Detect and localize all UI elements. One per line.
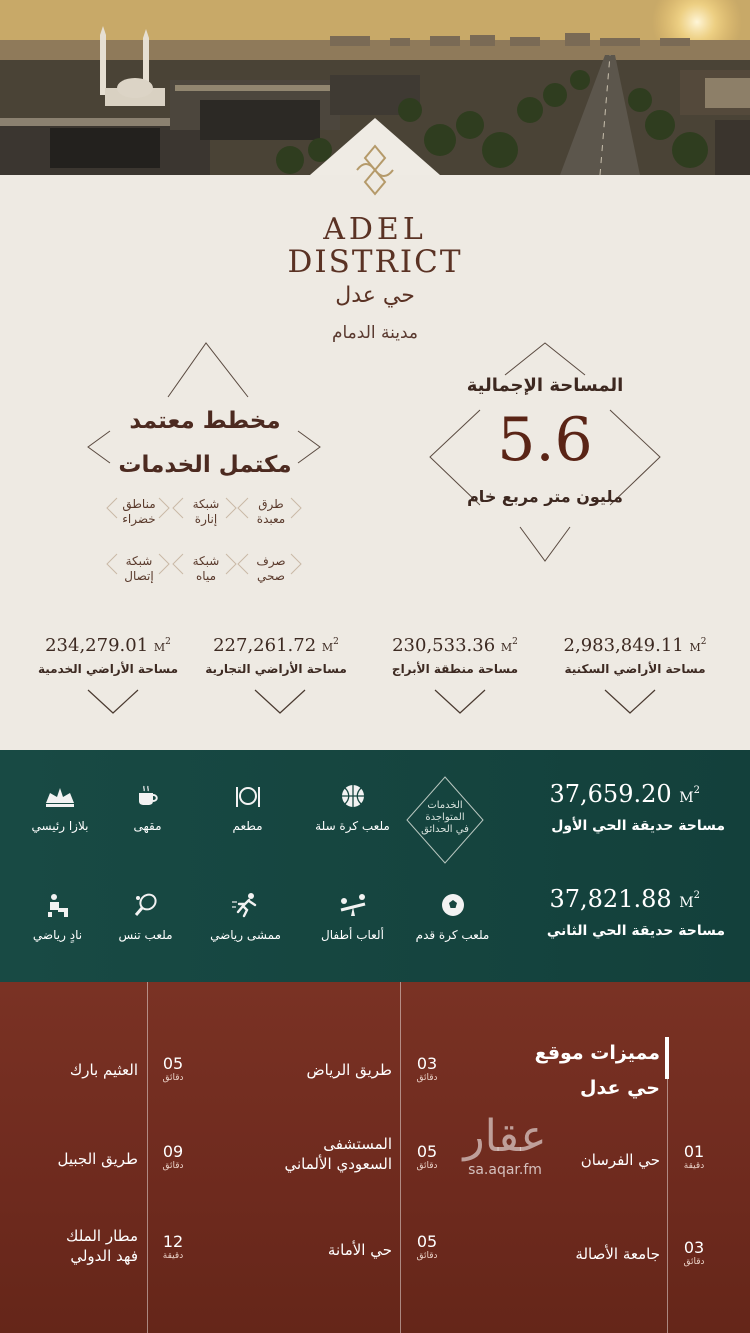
watermark-arabic: عقار xyxy=(463,1111,547,1162)
area-label: مساحة الأراضي السكنية xyxy=(564,662,706,676)
service-restaurant xyxy=(200,783,295,833)
services-label xyxy=(405,800,485,836)
area-value: 227,261.72 xyxy=(213,635,317,656)
park-label: مساحة حديقة الحي الثاني xyxy=(546,923,725,939)
total-area-value: 5.6 xyxy=(497,405,593,475)
label-line2: فهد الدولي xyxy=(70,1247,138,1265)
brand-name-line2: DISTRICT xyxy=(287,244,463,280)
location-item-label xyxy=(20,1226,138,1266)
minutes-number: 09 xyxy=(162,1142,184,1161)
column-divider xyxy=(667,1042,668,1333)
area-label: مساحة الأراضي الخدمية xyxy=(37,662,179,676)
column-divider xyxy=(400,982,401,1333)
park-second: 37,821.88 $M^2$ مساحة حديقة الحي الثاني xyxy=(540,885,740,939)
feature-line1: شبكة xyxy=(192,497,220,511)
area-commercial: 227,261.72 $M^2$ مساحة الأراضي التجارية xyxy=(196,635,356,676)
feature-line2: خضراء xyxy=(122,512,156,526)
minutes-unit: دقائق xyxy=(416,1073,438,1083)
services-label-line1: الخدمات xyxy=(427,800,463,811)
area-chevrons xyxy=(0,685,750,725)
area-unit: M xyxy=(153,641,166,654)
minutes-unit: دقائق xyxy=(162,1161,184,1171)
feature-line1: صرف xyxy=(256,554,286,568)
plaza-icon xyxy=(43,783,77,809)
park-unit: M xyxy=(679,790,694,806)
area-unit: M xyxy=(321,641,334,654)
service-label: نادٍ رياضي xyxy=(32,928,83,942)
label-line1: العثيم بارك xyxy=(69,1061,138,1079)
time-badge xyxy=(151,1142,195,1171)
service-plaza xyxy=(10,783,110,833)
area-services: 234,279.01 $M^2$ مساحة الأراضي الخدمية xyxy=(28,635,188,676)
location-title-line1: مميزات موقع xyxy=(534,1042,660,1064)
feature-line1: طرق xyxy=(258,497,284,511)
location-item-label xyxy=(240,1134,392,1174)
area-towers: 230,533.36 $M^2$ مساحة منطقة الأبراج xyxy=(375,635,535,676)
minutes-unit: دقائق xyxy=(683,1257,705,1267)
service-playground xyxy=(305,892,400,942)
time-badge xyxy=(405,1054,449,1083)
time-badge xyxy=(405,1232,449,1261)
minutes-number: 01 xyxy=(683,1142,705,1161)
park-label: مساحة حديقة الحي الأول xyxy=(551,818,725,834)
area-label: مساحة منطقة الأبراج xyxy=(391,662,519,676)
minutes-number: 05 xyxy=(416,1142,438,1161)
gym-icon xyxy=(45,892,71,918)
time-badge xyxy=(405,1142,449,1171)
service-gym xyxy=(10,892,105,942)
time-badge xyxy=(151,1232,195,1261)
label-line1: حي الفرسان xyxy=(580,1151,660,1169)
title-accent-bar xyxy=(665,1037,669,1079)
label-line1: المستشفى xyxy=(323,1135,392,1153)
project-overview-section xyxy=(0,175,750,750)
label-line1: جامعة الأصالة xyxy=(575,1245,660,1263)
location-item-label xyxy=(250,1240,392,1260)
plan-title-line1: مخطط معتمد xyxy=(129,408,281,434)
label-line1: طريق الرياض xyxy=(306,1061,392,1079)
minutes-unit: دقيقة xyxy=(162,1251,184,1261)
location-item-label xyxy=(520,1244,660,1264)
brand-name-line1: ADEL xyxy=(323,212,427,247)
total-area-unit: مليون متر مربع خام xyxy=(467,487,623,506)
area-residential: 2,983,849.11 $M^2$ مساحة الأراضي السكنية xyxy=(555,635,715,676)
area-unit: M xyxy=(500,641,513,654)
minutes-number: 05 xyxy=(162,1054,184,1073)
service-label: ألعاب أطفال xyxy=(321,928,384,942)
area-value: 230,533.36 xyxy=(392,635,496,656)
service-football xyxy=(405,892,500,942)
feature-line2: معبدة xyxy=(256,512,286,526)
watermark-url: sa.aqar.fm xyxy=(468,1162,542,1178)
minutes-unit: دقائق xyxy=(162,1073,184,1083)
location-item-label xyxy=(20,1149,138,1169)
area-label: مساحة الأراضي التجارية xyxy=(205,662,347,676)
restaurant-icon xyxy=(235,783,261,809)
service-label: مقهى xyxy=(133,819,162,833)
park-first: 37,659.20 $M^2$ مساحة حديقة الحي الأول xyxy=(540,780,740,834)
service-walkway xyxy=(198,892,293,942)
minutes-unit: دقائق xyxy=(416,1251,438,1261)
football-icon xyxy=(440,892,466,918)
label-line1: حي الأمانة xyxy=(327,1241,392,1259)
time-badge xyxy=(672,1238,716,1267)
minutes-unit: دقائق xyxy=(416,1161,438,1171)
time-badge xyxy=(151,1054,195,1083)
service-label: مطعم xyxy=(232,819,263,833)
column-divider xyxy=(147,982,148,1333)
adel-logo-icon xyxy=(345,140,405,200)
location-item-label xyxy=(540,1150,660,1170)
runner-icon xyxy=(231,892,261,918)
feature-line2: إتصال xyxy=(124,569,154,583)
label-line2: السعودي الألماني xyxy=(284,1155,392,1173)
service-label: ملعب كرة قدم xyxy=(415,928,490,942)
tennis-icon xyxy=(133,892,159,918)
area-value: 234,279.01 xyxy=(45,635,149,656)
playground-icon xyxy=(338,892,368,918)
area-value: 2,983,849.11 xyxy=(563,635,684,656)
location-title-line2: حي عدل xyxy=(580,1077,660,1099)
label-line1: طريق الجبيل xyxy=(57,1150,138,1168)
minutes-number: 05 xyxy=(416,1232,438,1251)
feature-line1: شبكة xyxy=(192,554,220,568)
plan-title-line2: مكتمل الخدمات xyxy=(118,452,292,478)
location-section xyxy=(0,982,750,1333)
service-label: ملعب تنس xyxy=(118,928,173,942)
area-unit: M xyxy=(689,641,701,654)
service-label: ملعب كرة سلة xyxy=(315,819,390,833)
feature-line1: شبكة xyxy=(125,554,153,568)
location-item-label xyxy=(250,1060,392,1080)
feature-line2: صحي xyxy=(257,569,285,583)
services-label-line3: في الحدائق xyxy=(421,824,469,835)
feature-line1: مناطق xyxy=(122,497,156,511)
service-label: بلازا رئيسي xyxy=(31,819,89,833)
feature-grid-brackets xyxy=(95,490,315,600)
feature-line2: إنارة xyxy=(194,512,218,526)
service-tennis xyxy=(98,892,193,942)
park-unit: M xyxy=(679,895,694,911)
feature-line2: مياه xyxy=(196,569,216,583)
minutes-number: 12 xyxy=(162,1232,184,1251)
park-value: 37,659.20 xyxy=(549,780,672,808)
brand-name-arabic: حي عدل xyxy=(335,283,415,308)
minutes-number: 03 xyxy=(683,1238,705,1257)
minutes-number: 03 xyxy=(416,1054,438,1073)
basketball-icon xyxy=(340,783,366,809)
label-line1: مطار الملك xyxy=(66,1227,138,1245)
city-name: مدينة الدمام xyxy=(331,323,419,343)
service-basketball xyxy=(305,783,400,833)
service-cafe xyxy=(100,783,195,833)
gardens-section xyxy=(0,750,750,982)
minutes-unit: دقيقة xyxy=(683,1161,705,1171)
park-value: 37,821.88 xyxy=(549,885,672,913)
time-badge xyxy=(672,1142,716,1171)
total-area-title: المساحة الإجمالية xyxy=(466,375,624,396)
services-label-line2: المتواجدة xyxy=(425,812,465,823)
coffee-icon xyxy=(135,783,161,809)
service-label: ممشى رياضي xyxy=(210,928,281,942)
location-item-label xyxy=(20,1060,138,1080)
